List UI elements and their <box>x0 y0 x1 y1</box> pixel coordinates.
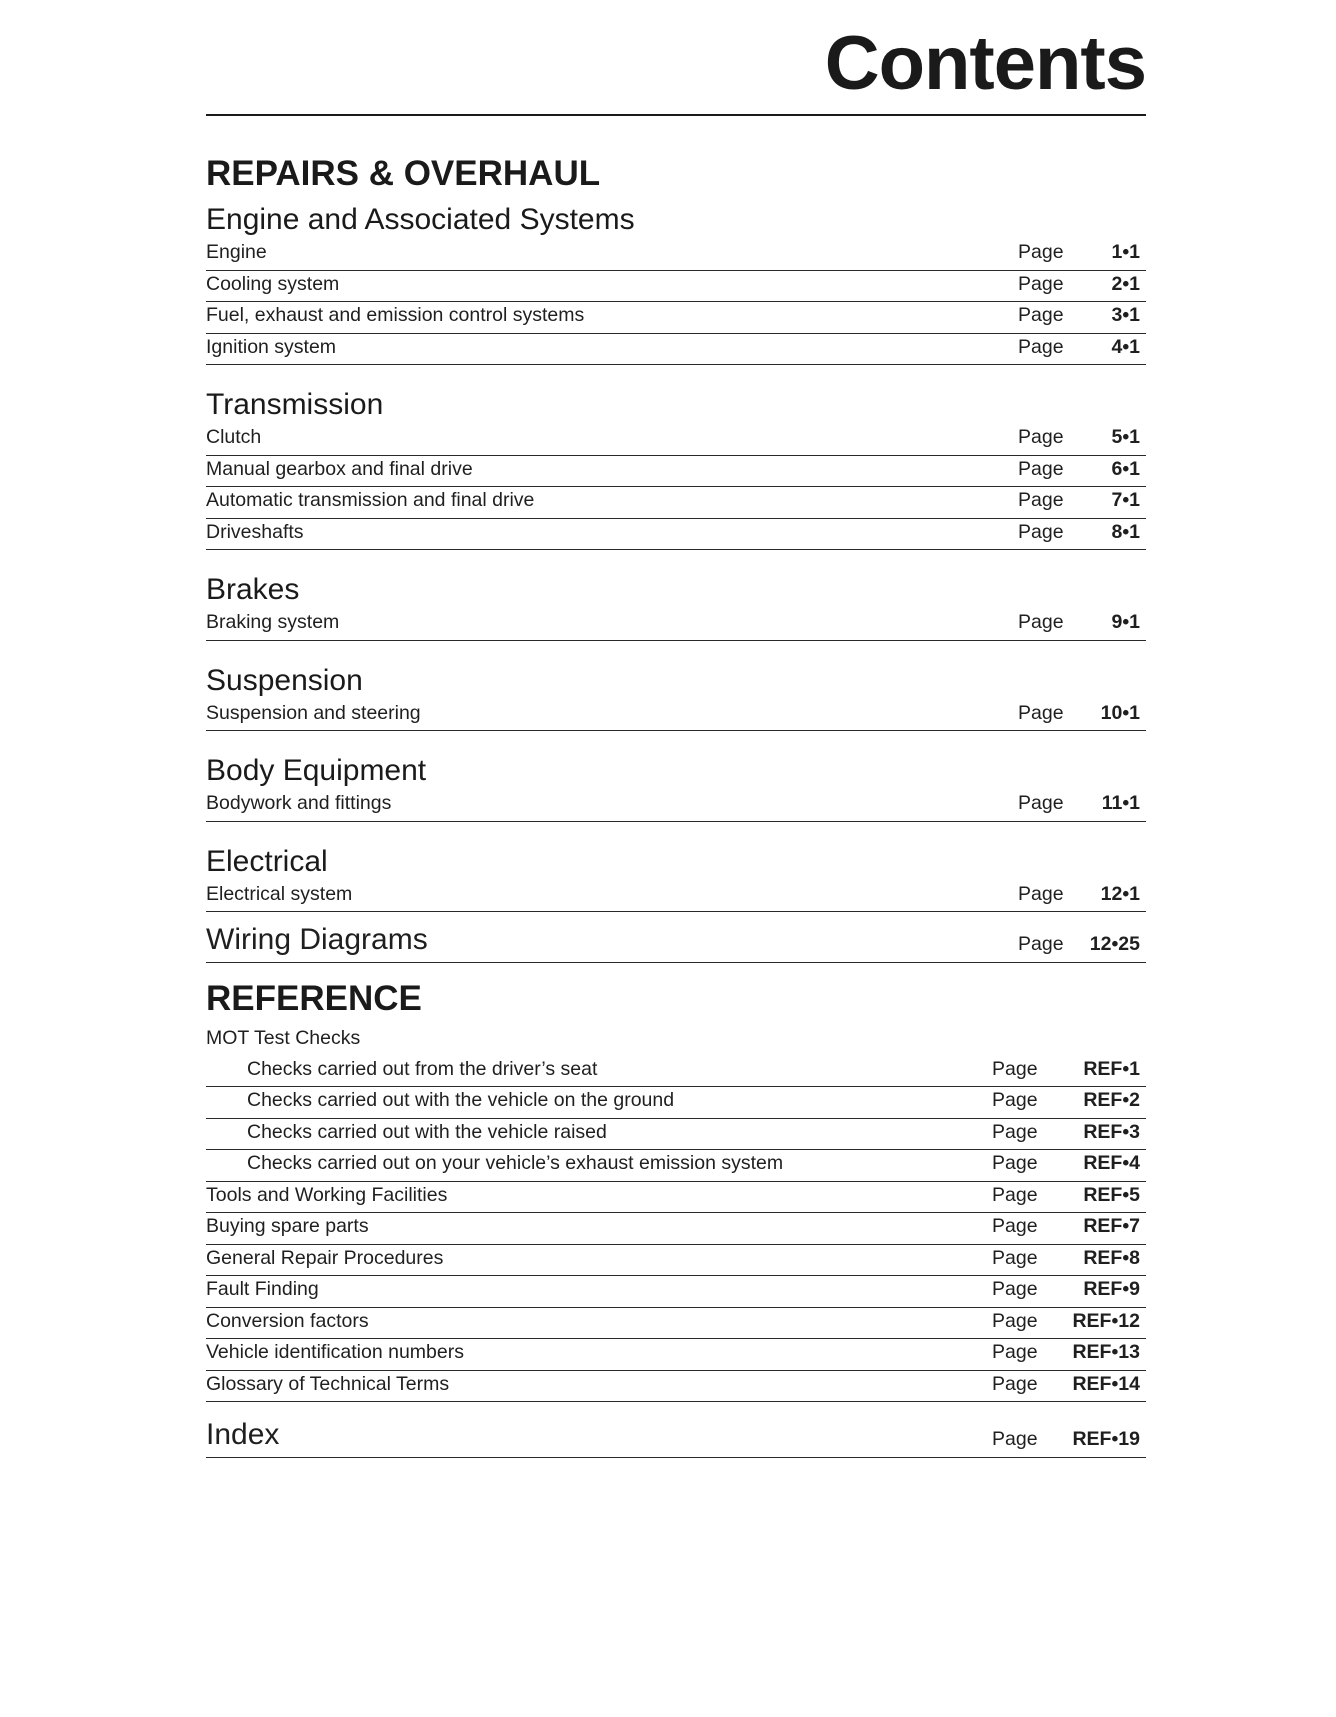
page-number: 1•1 <box>1111 241 1140 263</box>
page-number: REF•14 <box>1072 1372 1140 1395</box>
toc-entry-label: Checks carried out from the driver’s seat <box>247 1057 598 1080</box>
toc-entry[interactable] <box>206 1339 1146 1371</box>
toc-entry-label: Checks carried out with the vehicle raised <box>247 1120 607 1143</box>
part-heading: REPAIRS & OVERHAUL <box>206 154 601 193</box>
table-of-contents <box>206 148 1146 1458</box>
toc-section <box>206 750 1146 822</box>
page-word: Page <box>1018 611 1064 633</box>
toc-section <box>206 660 1146 732</box>
page-number: REF•7 <box>1083 1215 1140 1237</box>
toc-entry[interactable] <box>206 424 1146 456</box>
page-title: Contents <box>824 21 1146 106</box>
toc-entry[interactable] <box>206 700 1146 732</box>
page-number: REF•4 <box>1083 1152 1140 1174</box>
page-word: Page <box>992 1057 1038 1080</box>
toc-entry-label: Bodywork and fittings <box>206 792 392 814</box>
section-heading: Brakes <box>206 573 300 606</box>
toc-entry-label: Automatic transmission and final drive <box>206 489 535 511</box>
page-word: Page <box>992 1183 1038 1206</box>
page-number: 8•1 <box>1111 520 1140 543</box>
page-word: Page <box>1018 882 1064 905</box>
toc-entry[interactable] <box>206 1245 1146 1277</box>
page-word: Page <box>992 1372 1038 1395</box>
page-number: 12•25 <box>1089 932 1140 955</box>
page-word: Page <box>1018 792 1064 814</box>
section-heading: Body Equipment <box>206 754 427 787</box>
toc-entry-label: Ignition system <box>206 335 337 358</box>
toc-entry-label: Braking system <box>206 611 340 633</box>
part-heading: REFERENCE <box>206 979 422 1018</box>
toc-entry-label: General Repair Procedures <box>206 1246 444 1269</box>
toc-entry[interactable] <box>206 1213 1146 1245</box>
toc-entry-label: Conversion factors <box>206 1309 369 1332</box>
page-word: Page <box>992 1152 1038 1174</box>
toc-entry[interactable] <box>206 1276 1146 1308</box>
page-word: Page <box>1018 489 1064 511</box>
toc-entry-label: Suspension and steering <box>206 701 421 724</box>
toc-entry-label: Checks carried out with the vehicle on the ground <box>247 1089 675 1111</box>
toc-entry-label: Index <box>206 1418 280 1451</box>
page-word: Page <box>1018 457 1064 480</box>
page-word: Page <box>1018 335 1064 358</box>
toc-entry[interactable] <box>206 1308 1146 1340</box>
toc-entry[interactable] <box>206 239 1146 271</box>
section-heading: Engine and Associated Systems <box>206 203 635 236</box>
toc-entry-label: Wiring Diagrams <box>206 923 428 956</box>
page-word: Page <box>992 1427 1038 1450</box>
page-number: REF•5 <box>1083 1183 1140 1206</box>
title-divider <box>206 114 1146 116</box>
toc-entry[interactable] <box>206 487 1146 519</box>
page-word: Page <box>992 1120 1038 1143</box>
page-number: 9•1 <box>1111 611 1140 633</box>
toc-section <box>206 199 1146 365</box>
toc-entry[interactable] <box>206 1056 1146 1088</box>
page-word: Page <box>1018 520 1064 543</box>
page-word: Page <box>992 1341 1038 1363</box>
toc-entry[interactable] <box>206 881 1146 913</box>
toc-entry-label: Buying spare parts <box>206 1215 369 1237</box>
toc-entry-label: Engine <box>206 241 267 263</box>
page-number: 10•1 <box>1100 701 1140 724</box>
toc-entry-label: Vehicle identification numbers <box>206 1341 464 1363</box>
page-word: Page <box>1018 932 1064 955</box>
toc-entry[interactable] <box>206 1182 1146 1214</box>
page-word: Page <box>992 1215 1038 1237</box>
page-number: 4•1 <box>1111 335 1140 358</box>
page-word: Page <box>1018 241 1064 263</box>
page-number: REF•12 <box>1072 1309 1140 1332</box>
page-word: Page <box>992 1278 1038 1300</box>
page-number: 7•1 <box>1111 489 1140 511</box>
page-number: 11•1 <box>1101 792 1140 814</box>
toc-part <box>206 148 1146 963</box>
page-number: REF•9 <box>1083 1278 1140 1300</box>
page-word: Page <box>1018 272 1064 295</box>
toc-section <box>206 841 1146 913</box>
page-word: Page <box>1018 426 1064 448</box>
page-number: 5•1 <box>1111 426 1140 448</box>
page-word: Page <box>992 1089 1038 1111</box>
page-number: REF•19 <box>1072 1427 1140 1450</box>
page-number: 3•1 <box>1111 304 1140 326</box>
page-number: 12•1 <box>1100 882 1140 905</box>
toc-entry[interactable] <box>206 271 1146 303</box>
page-word: Page <box>992 1309 1038 1332</box>
toc-entry[interactable] <box>206 1371 1146 1403</box>
toc-entry[interactable] <box>206 1119 1146 1151</box>
section-heading: Transmission <box>206 388 384 421</box>
toc-entry-label: Fuel, exhaust and emission control systems <box>206 304 585 326</box>
toc-entry-label: Cooling system <box>206 272 340 295</box>
toc-entry[interactable] <box>206 1087 1146 1119</box>
page-word: Page <box>992 1246 1038 1269</box>
toc-part <box>206 963 1146 1458</box>
section-heading: Electrical <box>206 844 328 878</box>
page-number: REF•1 <box>1083 1057 1140 1080</box>
page-number: 6•1 <box>1111 457 1140 480</box>
toc-entry[interactable] <box>206 519 1146 551</box>
toc-entry[interactable] <box>206 790 1146 822</box>
toc-entry-label: Fault Finding <box>206 1278 319 1300</box>
page-number: REF•2 <box>1083 1089 1140 1111</box>
page-word: Page <box>1018 304 1064 326</box>
toc-entry-major[interactable] <box>206 921 1146 963</box>
toc-entry-label: Checks carried out on your vehicle’s exhaust emission system <box>247 1152 784 1174</box>
page-word: Page <box>1018 701 1064 724</box>
page-number: 2•1 <box>1111 272 1140 295</box>
toc-entry[interactable] <box>206 334 1146 366</box>
toc-entry-label: Clutch <box>206 426 262 448</box>
toc-entry[interactable] <box>206 1150 1146 1182</box>
section-heading: Suspension <box>206 663 363 697</box>
toc-entry-major[interactable] <box>206 1416 1146 1458</box>
toc-entry[interactable] <box>206 1024 1146 1056</box>
page-number: REF•8 <box>1083 1246 1140 1269</box>
page-number: REF•3 <box>1083 1120 1140 1143</box>
toc-entry-label: Driveshafts <box>206 520 304 543</box>
toc-entry-label: Manual gearbox and final drive <box>206 457 473 480</box>
toc-entry-label: Glossary of Technical Terms <box>206 1372 450 1395</box>
toc-entry[interactable] <box>206 456 1146 488</box>
toc-section <box>206 384 1146 550</box>
toc-section <box>206 569 1146 641</box>
toc-entry-label: Electrical system <box>206 882 353 905</box>
toc-entry[interactable] <box>206 302 1146 334</box>
toc-entry-label: Tools and Working Facilities <box>206 1183 448 1206</box>
toc-entry[interactable] <box>206 609 1146 641</box>
page-number: REF•13 <box>1072 1341 1140 1363</box>
toc-entry-label: MOT Test Checks <box>206 1027 361 1049</box>
